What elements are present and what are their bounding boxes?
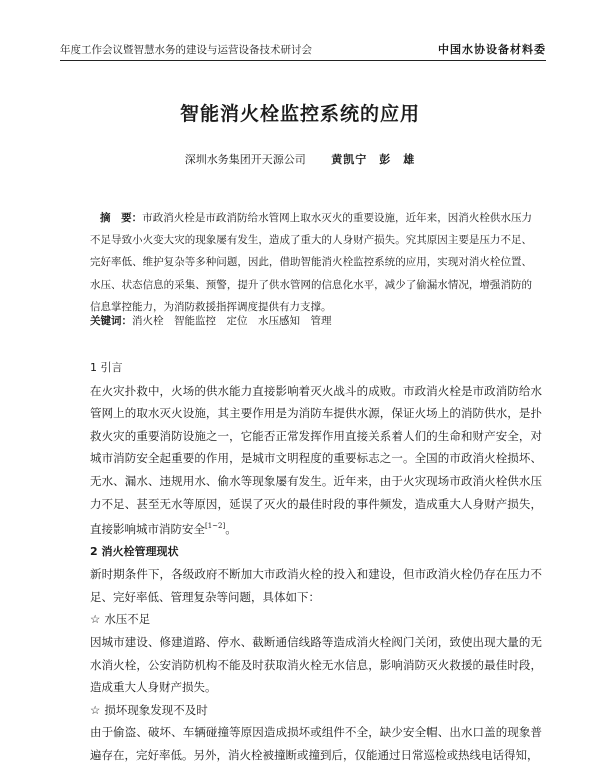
section-2-heading: 2 消火栓管理现状	[90, 544, 179, 558]
author-organization: 深圳水务集团开天源公司	[184, 153, 306, 166]
subsection-2-title: 损坏现象发现不及时	[104, 702, 208, 717]
running-header	[60, 42, 546, 58]
section-1-text: 在火灾扑救中，火场的供水能力直接影响着灭火战斗的成败。市政消火栓是市政消防给水管网上的取水灭火设施，其主要作用是为消防车提供水源，保证火场上的消防供水，是扑救火灾的重要消防设施之一，它能否正常发挥作用直接关系着人们的生命和财产安全，对城市消防安全起重要的作用，是城市文明程度的重要标志之一。全国的市政消火栓损坏、无水、漏水、违规用水、偷水等现象屡有发生。近年来，由于火灾现场市政消火栓供水压力不足、甚至无水等原因，延误了灭火的最佳时段的事件频发，造成重大人身财产损失，直接影响城市消防安全	[90, 383, 542, 536]
running-header-right: 中国水协设备材料委	[438, 43, 546, 56]
abstract	[90, 207, 532, 318]
abstract-text: 市政消火栓是市政消防给水管网上取水灭火的重要设施，近年来，因消火栓供水压力不足导致小火变大灾的现象屡有发生，造成了重大的人身财产损失。究其原因主要是压力不足、完好率低、维护复杂等多种问题，因此，借助智能消火栓监控系统的应用，实现对消火栓位置、水压、状态信息的采集、预警，提升了供水管网的信息化水平，减少了偷漏水情况，增强消防的信息掌控能力，为消防救援指挥调度提供有力支撑。	[90, 212, 533, 313]
abstract-label: 摘 要：	[100, 212, 143, 224]
section-2-paragraph: 新时期条件下，各级政府不断加大市政消火栓的投入和建设，但市政消火栓仍存在压力不足、完好率低、管理复杂等问题，具体如下：	[90, 567, 542, 604]
author-line	[0, 151, 600, 167]
paper-title: 智能消火栓监控系统的应用	[179, 103, 420, 125]
section-1-end: 。	[225, 521, 237, 536]
keywords-text: 消火栓 智能监控 定位 水压感知 管理	[132, 315, 332, 327]
keywords-label: 关键词：	[90, 315, 132, 327]
keywords	[90, 313, 532, 328]
section-1-heading: 1 引言	[90, 361, 123, 374]
subsection-1-heading	[90, 608, 542, 631]
star-icon: ☆	[90, 612, 101, 627]
star-icon: ☆	[90, 702, 101, 717]
subsection-1-title: 水压不足	[104, 612, 151, 627]
author-names: 黄凯宁 彭 雄	[331, 153, 416, 166]
subsection-2-paragraph: 由于偷盗、破坏、车辆碰撞等原因造成损坏或组件不全，缺少安全帽、出水口盖的现象普遍存在，完好率低。另外，消火栓被撞断或撞到后，仅能通过日常巡检或热线电话得知，	[90, 725, 542, 762]
body-text	[90, 357, 542, 767]
running-header-left: 年度工作会议暨智慧水务的建设与运营设备技术研讨会	[60, 44, 312, 56]
citation: [1~2]	[205, 522, 226, 531]
header-rule	[60, 60, 546, 61]
section-1-paragraph	[90, 380, 542, 541]
subsection-2-heading	[90, 699, 542, 722]
subsection-1-paragraph: 因城市建设、修建道路、停水、截断通信线路等造成消火栓阀门关闭，致使出现大量的无水消火栓，公安消防机构不能及时获取消火栓无水信息，影响消防灭火救援的最佳时段，造成重大人身财产损失。	[90, 634, 542, 695]
